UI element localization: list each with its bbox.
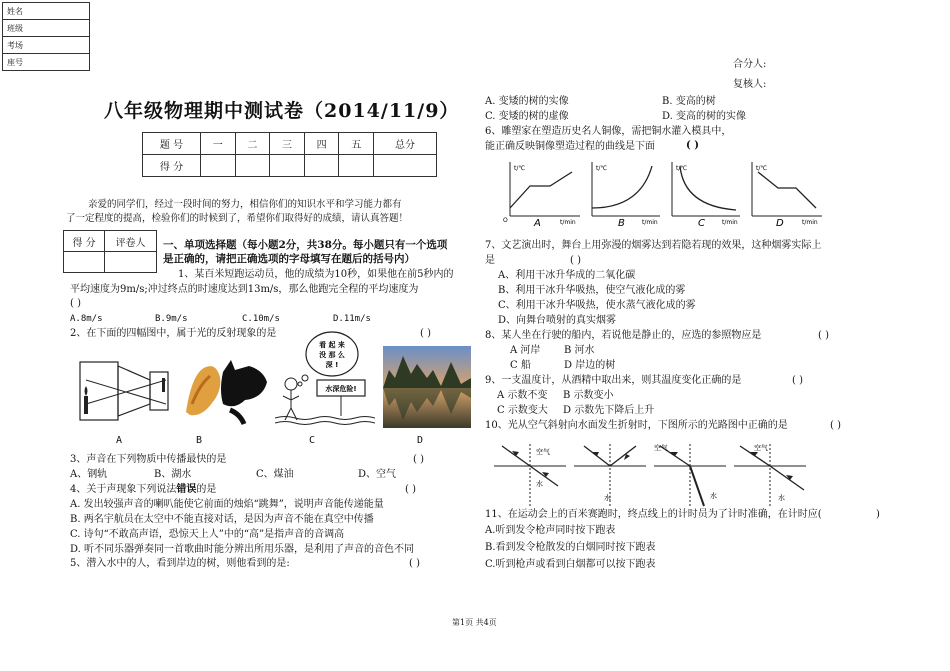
q7-paren: ( ) bbox=[570, 255, 581, 266]
axis-x-label: t/min bbox=[722, 219, 738, 226]
q10-diagram-b bbox=[574, 444, 646, 506]
q6-line: 6、雕塑家在塑造历史名人铜像，需把铜水灌入模具中， bbox=[485, 126, 732, 137]
q5-paren: ( ) bbox=[409, 558, 420, 569]
graph-label: B bbox=[618, 218, 625, 228]
bubble-line: 深 ! bbox=[325, 361, 339, 369]
q5-option-c: C. 变矮的树的虚像 bbox=[485, 111, 569, 122]
q8-stem: 8、某人坐在行驶的船内，若说他是静止的，应选的参照物应是 bbox=[485, 330, 762, 341]
q2-label-c: C bbox=[309, 435, 316, 446]
graph-label: A bbox=[534, 218, 541, 228]
sign-text: 水深危险! bbox=[325, 385, 357, 393]
score-cell[interactable] bbox=[201, 155, 236, 177]
water-label: 水 bbox=[710, 492, 717, 500]
axis-y-label: t/℃ bbox=[596, 165, 608, 172]
q10-stem: 10、光从空气斜射向水面发生折射时，下图所示的光路图中正确的是 bbox=[485, 420, 788, 431]
q2-label-a: A bbox=[116, 435, 123, 446]
score-header-cell: 题 号 bbox=[143, 133, 201, 155]
q10-paren: ( ) bbox=[830, 420, 841, 431]
q9-stem: 9、一支温度计，从酒精中取出来，则其温度变化正确的是 bbox=[485, 375, 742, 386]
score-header-cell: 四 bbox=[304, 133, 339, 155]
score-table bbox=[142, 132, 437, 177]
air-label: 空气 bbox=[536, 448, 550, 456]
q7-option-c: C、利用干冰升华吸热，使水蒸气液化成的雾 bbox=[498, 300, 696, 311]
score-cell[interactable] bbox=[270, 155, 305, 177]
q11-option-c: C.听到枪声或看到白烟都可以按下跑表 bbox=[485, 559, 656, 570]
water-label: 水 bbox=[604, 494, 611, 502]
score-header-cell: 五 bbox=[339, 133, 374, 155]
q4-option-d: D. 听不同乐器弹奏同一首歌曲时能分辨出所用乐器，是利用了声音的音色不同 bbox=[70, 544, 415, 555]
axis-x-label: t/min bbox=[560, 219, 576, 226]
axis-y-label: t/℃ bbox=[514, 165, 526, 172]
score-header-cell: 一 bbox=[201, 133, 236, 155]
q1-line: 1、某百米短跑运动员，他的成绩为10秒，如果他在前5秒内的 bbox=[178, 269, 454, 280]
air-label: 空气 bbox=[754, 444, 768, 452]
info-room: 考场 bbox=[3, 37, 90, 54]
q10-diagram-c bbox=[654, 443, 726, 506]
water-label: 水 bbox=[778, 494, 785, 502]
section-score-cell[interactable] bbox=[64, 252, 105, 273]
q8-option-b: B 河水 bbox=[564, 345, 595, 356]
info-class: 班级 bbox=[3, 20, 90, 37]
q1-paren: ( ) bbox=[70, 298, 81, 309]
q4-stem bbox=[70, 483, 216, 496]
q9-option-a: A 示数不变 bbox=[497, 390, 548, 401]
section1-heading: 一、单项选择题（每小题2分，共38分。每小题只有一个选项 bbox=[163, 239, 448, 251]
exam-title: 八年级物理期中测试卷（2014/11/9） bbox=[104, 100, 460, 122]
q8-paren: ( ) bbox=[818, 330, 829, 341]
score-cell[interactable] bbox=[304, 155, 339, 177]
q9-option-d: D 示数先下降后上升 bbox=[563, 405, 655, 416]
q5-option-d: D. 变高的树的实像 bbox=[662, 111, 747, 122]
score-header-cell: 总分 bbox=[374, 133, 437, 155]
q4-stem-pre: 4、关于声现象下列说法 bbox=[70, 484, 177, 495]
mountain-reflection-figure bbox=[383, 346, 471, 428]
section1-heading: 是正确的，请把正确选项的字母填写在题后的括号内） bbox=[163, 253, 415, 265]
q5-option-a: A. 变矮的树的实像 bbox=[485, 96, 569, 107]
q7-option-a: A、利用干冰升华成的二氧化碳 bbox=[498, 270, 636, 281]
q4-option-c: C. 诗句“不敢高声语，恐惊天上人”中的“高”是指声音的音调高 bbox=[70, 529, 345, 540]
grader-label: 合分人: bbox=[733, 59, 767, 70]
q7-option-d: D、向舞台喷射的真实烟雾 bbox=[498, 315, 617, 326]
q6-graph-b bbox=[592, 162, 660, 228]
checker-label: 复核人: bbox=[733, 79, 767, 90]
section-grader-label: 评卷人 bbox=[105, 231, 157, 252]
q1-option-b: B.9m/s bbox=[155, 314, 188, 324]
q3-option-c: C、煤油 bbox=[256, 469, 294, 480]
q11-option-b: B.看到发令枪散发的白烟同时按下跑表 bbox=[485, 542, 656, 553]
q7-line: 是 bbox=[485, 255, 495, 266]
q1-option-d: D.11m/s bbox=[333, 314, 371, 324]
score-cell[interactable] bbox=[339, 155, 374, 177]
q3-option-b: B、湖水 bbox=[154, 469, 192, 480]
section-grader-cell[interactable] bbox=[105, 252, 157, 273]
intro-line: 亲爱的同学们，经过一段时间的努力，相信你们的知识水平和学习能力都有 bbox=[88, 199, 402, 210]
q2-paren: ( ) bbox=[420, 328, 431, 339]
q5-stem: 5、潜入水中的人，看到岸边的树，则他看到的是: bbox=[70, 558, 290, 569]
q1-option-c: C.10m/s bbox=[242, 314, 280, 324]
q3-stem: 3、声音在下列物质中传播最快的是 bbox=[70, 454, 227, 465]
q9-paren: ( ) bbox=[792, 375, 803, 386]
info-seat: 座号 bbox=[3, 54, 90, 71]
q10-refraction-figure bbox=[492, 440, 812, 512]
q1-option-a: A.8m/s bbox=[70, 314, 103, 324]
q7-option-b: B、利用干冰升华吸热，使空气液化成的雾 bbox=[498, 285, 686, 296]
bubble-line: 没 那 么 bbox=[319, 351, 345, 359]
q8-option-a: A 河岸 bbox=[510, 345, 541, 356]
q11-paren-close: ) bbox=[876, 509, 880, 520]
score-cell[interactable] bbox=[235, 155, 270, 177]
q4-stem-emphasis: 错误 bbox=[176, 484, 197, 495]
axis-origin: O bbox=[503, 217, 508, 224]
q9-option-b: B 示数变小 bbox=[563, 390, 614, 401]
q3-option-d: D、空气 bbox=[358, 469, 397, 480]
q3-paren: ( ) bbox=[413, 454, 424, 465]
q11-stem: 11、在运动会上的百米赛跑时，终点线上的计时员为了计时准确，在计时应( bbox=[485, 509, 822, 520]
q4-stem-post: 的是 bbox=[196, 484, 217, 495]
q5-option-b: B. 变高的树 bbox=[662, 96, 716, 107]
air-label: 空气 bbox=[654, 444, 668, 452]
q10-diagram-d bbox=[734, 443, 806, 506]
q1-line: 平均速度为9m/s;冲过终点的时速度达到13m/s，那么他跑完全程的平均速度为 bbox=[70, 284, 419, 295]
q4-paren: ( ) bbox=[405, 484, 416, 495]
score-header-cell: 二 bbox=[235, 133, 270, 155]
q4-option-b: B. 两名宇航员在太空中不能直接对话，是因为声音不能在真空中传播 bbox=[70, 514, 374, 525]
axis-x-label: t/min bbox=[802, 219, 818, 226]
graph-label: D bbox=[776, 218, 784, 228]
info-name: 姓名 bbox=[3, 3, 90, 20]
graph-label: C bbox=[698, 218, 705, 228]
bubble-line: 看 起 来 bbox=[319, 341, 345, 349]
q6-graph-d bbox=[752, 162, 822, 228]
water-depth-cartoon-figure bbox=[275, 326, 375, 428]
score-header-cell: 三 bbox=[270, 133, 305, 155]
q6-line: 能正确反映铜像塑造过程的曲线是下面 bbox=[485, 141, 655, 152]
q6-graphs-figure bbox=[500, 158, 830, 228]
score-header-row bbox=[143, 133, 437, 155]
q2-label-d: D bbox=[417, 435, 424, 446]
water-label: 水 bbox=[536, 480, 543, 488]
section-score-label: 得 分 bbox=[64, 231, 105, 252]
section-score-box bbox=[63, 230, 157, 273]
score-row-label: 得 分 bbox=[143, 155, 201, 177]
q3-option-a: A、钢轨 bbox=[70, 469, 108, 480]
page-footer: 第1页 共4页 bbox=[452, 618, 497, 627]
q10-diagram-a bbox=[494, 444, 566, 506]
axis-y-label: t/℃ bbox=[756, 165, 768, 172]
hand-shadow-figure bbox=[178, 352, 273, 427]
q8-option-d: D 岸边的树 bbox=[564, 360, 616, 371]
q11-option-a: A.听到发令枪声同时按下跑表 bbox=[485, 525, 616, 536]
q4-option-a: A. 发出较强声音的喇叭能使它前面的烛焰“跳舞”，说明声音能传递能量 bbox=[70, 499, 384, 510]
q9-option-c: C 示数变大 bbox=[497, 405, 548, 416]
q2-stem: 2、在下面的四幅图中，属于光的反射现象的是 bbox=[70, 328, 277, 339]
q6-paren: ( ) bbox=[686, 140, 699, 151]
score-value-row bbox=[143, 155, 437, 177]
q8-option-c: C 船 bbox=[510, 360, 531, 371]
q6-graph-c bbox=[672, 162, 740, 228]
pinhole-camera-figure bbox=[78, 352, 173, 427]
intro-line: 了一定程度的提高，检验你们的时候到了，希望你们取得好的成绩，请认真答题！ bbox=[66, 213, 409, 224]
q6-graph-a bbox=[503, 162, 580, 228]
q2-label-b: B bbox=[196, 435, 203, 446]
axis-y-label: t/℃ bbox=[676, 165, 688, 172]
student-info-table bbox=[2, 2, 90, 71]
q7-line: 7、文艺演出时，舞台上用弥漫的烟雾达到若隐若现的效果，这种烟雾实际上 bbox=[485, 240, 822, 251]
axis-x-label: t/min bbox=[642, 219, 658, 226]
score-cell[interactable] bbox=[374, 155, 437, 177]
